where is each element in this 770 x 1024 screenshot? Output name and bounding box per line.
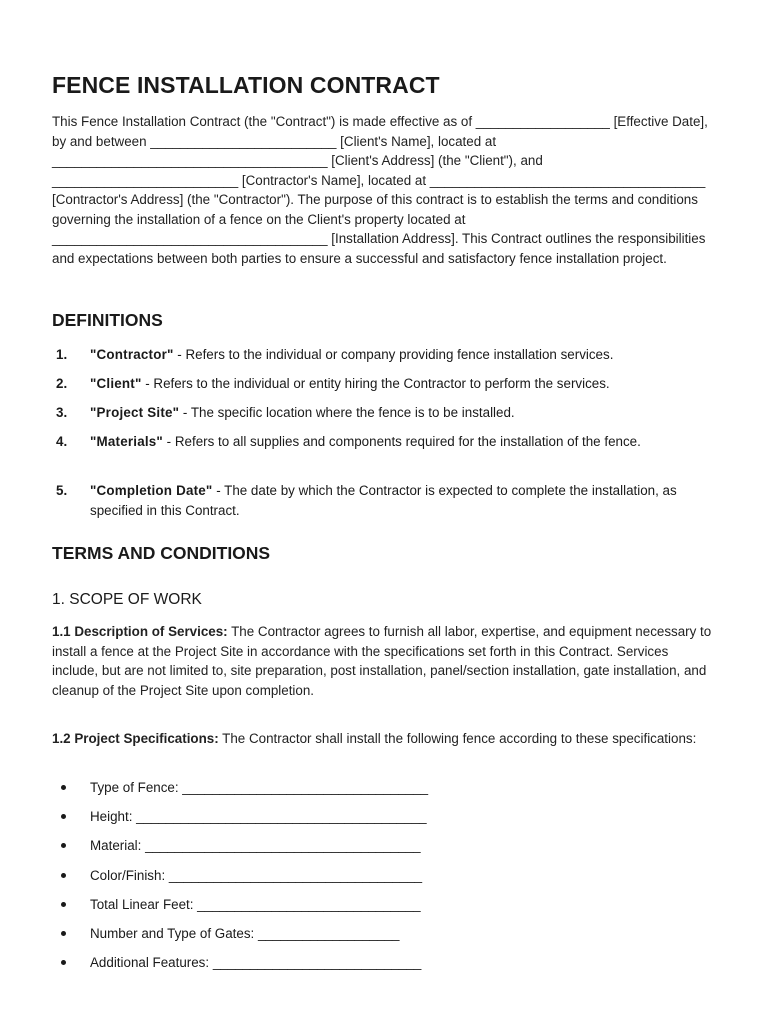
- spec-text: Color/Finish: __________________________________: [90, 868, 423, 883]
- bullet-icon: [61, 902, 66, 907]
- specifications-label: 1.2 Project Specifications:: [52, 731, 219, 746]
- definition-term: "Contractor": [90, 347, 174, 362]
- bullet-icon: [61, 814, 66, 819]
- definition-number: 1.: [56, 347, 68, 362]
- definition-number: 5.: [56, 483, 68, 498]
- spec-text: Height: _______________________________________: [90, 809, 427, 824]
- description-text: The Contractor agrees to furnish all labor, expertise, and equipment necessary to install a fence at the Project Site in accordance with the specifications set forth in this Contract. Services include, but are not limited to, site preparation, post installation, panel/section installation, gate installation, and cleanup of the Project Site upon completion.: [52, 624, 712, 698]
- bullet-icon: [61, 960, 66, 965]
- description-paragraph: [52, 622, 712, 700]
- spec-text: Total Linear Feet: ______________________________: [90, 897, 421, 912]
- spec-text: Number and Type of Gates: ___________________: [90, 926, 400, 941]
- scope-heading: 1. SCOPE OF WORK: [52, 591, 202, 608]
- definition-text: - Refers to the individual or entity hiring the Contractor to perform the services.: [141, 376, 610, 391]
- document-title: FENCE INSTALLATION CONTRACT: [52, 72, 440, 98]
- definition-number: 2.: [56, 376, 68, 391]
- definition-number: 4.: [56, 434, 68, 449]
- definition-term: "Project Site": [90, 405, 180, 420]
- definition-text: - Refers to the individual or company providing fence installation services.: [173, 347, 614, 362]
- description-label: 1.1 Description of Services:: [52, 624, 228, 639]
- definition-term: "Client": [90, 376, 142, 391]
- intro-paragraph: This Fence Installation Contract (the "Contract") is made effective as of __________________ [Effective Date], by and between _________________________ [Client's Name], located at _____________________________________ [Client's Address] (the "Client"), and _________________________ [Contractor's Name], located at _____________________________________ [Contractor's Address] (the "Contractor"). The purpose of this contract is to establish the terms and conditions governing the installation of a fence on the Client's property located at _____________________________________ [Installation Address]. This Contract outlines the responsibilities and expectations between both parties to ensure a successful and satisfactory fence installation project.: [52, 114, 708, 266]
- bullet-icon: [61, 873, 66, 878]
- specifications-paragraph: [52, 729, 712, 749]
- bullet-icon: [61, 931, 66, 936]
- definition-number: 3.: [56, 405, 68, 420]
- definitions-heading: DEFINITIONS: [52, 310, 163, 330]
- bullet-icon: [61, 843, 66, 848]
- bullet-icon: [61, 785, 66, 790]
- definition-text: - Refers to all supplies and components required for the installation of the fence.: [162, 434, 641, 449]
- definition-term: "Completion Date": [90, 483, 213, 498]
- definition-text: - The date by which the Contractor is expected to complete the installation, as specified in this Contract.: [90, 483, 677, 518]
- terms-heading: TERMS AND CONDITIONS: [52, 543, 271, 563]
- spec-text: Type of Fence: _________________________________: [90, 780, 429, 795]
- spec-text: Additional Features: ____________________________: [90, 955, 422, 970]
- spec-text: Material: _____________________________________: [90, 838, 421, 853]
- specifications-text: The Contractor shall install the following fence according to these specifications:: [218, 731, 697, 746]
- definition-term: "Materials": [90, 434, 163, 449]
- definition-text: - The specific location where the fence is to be installed.: [179, 405, 515, 420]
